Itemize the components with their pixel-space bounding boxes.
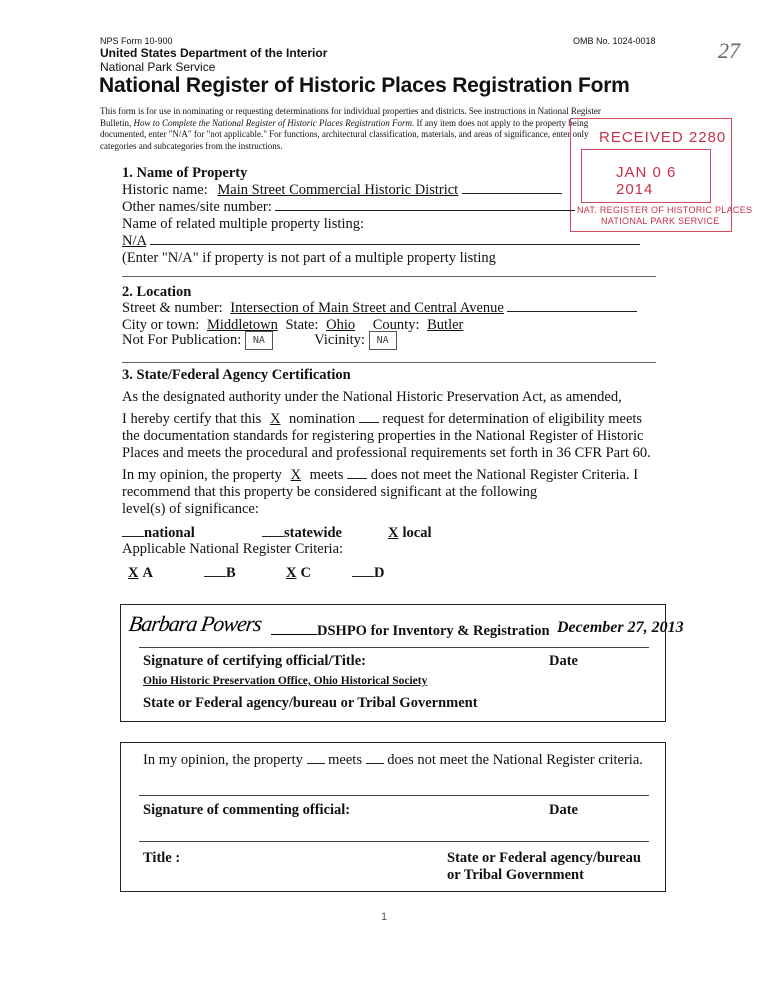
opinion-paragraph	[122, 467, 638, 518]
publication-row	[122, 331, 397, 350]
criterion-b[interactable]	[204, 565, 236, 582]
level-local-label: local	[402, 525, 432, 541]
criterion-a-label: A	[142, 565, 153, 581]
commenting-meets-checkbox[interactable]	[307, 763, 325, 764]
criterion-a-checkbox[interactable]: X	[128, 565, 139, 581]
other-names-label: Other names/site number:	[122, 199, 272, 215]
intro-line-2-italic: How to Complete the National Register of Historic Places Registration Form.	[133, 117, 415, 128]
criterion-a[interactable]	[122, 565, 153, 582]
request-checkbox[interactable]	[359, 422, 379, 423]
related-listing-value[interactable]: N/A	[122, 233, 147, 249]
criterion-c-label: C	[300, 565, 311, 581]
meets-checkbox[interactable]: X	[290, 467, 301, 483]
certify-text-a: I hereby certify that this	[122, 411, 262, 427]
nomination-label: nomination	[289, 411, 356, 427]
not-for-publication-label: Not For Publication:	[122, 331, 242, 348]
section-3-heading: 3. State/Federal Agency Certification	[122, 367, 351, 383]
county-label: County:	[372, 317, 420, 333]
level-statewide[interactable]	[262, 525, 342, 542]
opinion-text-a: In my opinion, the property	[122, 467, 282, 483]
historic-name-blank	[462, 193, 562, 194]
level-local[interactable]	[384, 525, 431, 542]
city-label: City or town:	[122, 317, 200, 333]
opinion-line-1	[122, 467, 638, 484]
commenting-meets-label: meets	[328, 752, 362, 768]
commenting-signature-line[interactable]	[139, 795, 649, 796]
stamp-received-text: RECEIVED 2280	[599, 129, 727, 146]
certify-line-2: the documentation standards for registering properties in the National Register of Historic	[122, 428, 644, 444]
commenting-date-label: Date	[549, 802, 578, 818]
historic-name-label: Historic name:	[122, 182, 208, 198]
page-number: 1	[381, 911, 388, 923]
criterion-d-label: D	[374, 565, 385, 581]
intro-line-3: documented, enter "N/A" for "not applicable." For functions, architectural classification, materials, and areas of significance, enter only	[100, 129, 589, 139]
opinion-line-3: level(s) of significance:	[122, 501, 259, 517]
certify-line-3: Places and meets the procedural and professional requirements set forth in 36 CFR Part 60.	[122, 445, 651, 461]
service-name: National Park Service	[100, 60, 216, 74]
certifying-signature[interactable]: Barbara Powers	[127, 611, 263, 636]
section-1-divider	[122, 276, 656, 277]
meets-label: meets	[309, 467, 344, 483]
historic-name-row	[122, 182, 562, 199]
section-2-divider	[122, 362, 656, 363]
commenting-box	[120, 742, 666, 892]
certifying-date-label: Date	[549, 653, 578, 669]
intro-line-2a: Bulletin,	[100, 117, 134, 128]
street-blank	[507, 311, 637, 312]
intro-line-2b: If any item does not apply to the property being	[414, 117, 589, 128]
other-names-row	[122, 199, 575, 216]
section-1-heading: 1. Name of Property	[122, 165, 248, 181]
criteria-label: Applicable National Register Criteria:	[122, 541, 344, 557]
authority-statement: As the designated authority under the National Historic Preservation Act, as amended,	[122, 389, 622, 405]
page-title: National Register of Historic Places Registration Form	[99, 74, 630, 97]
certifying-title: DSHPO for Inventory & Registration	[317, 623, 550, 639]
commenting-title-line[interactable]	[139, 841, 649, 842]
received-stamp	[570, 118, 753, 232]
certify-line-1	[122, 411, 651, 428]
omb-number: OMB No. 1024-0018	[573, 36, 656, 46]
stamp-line-2: NATIONAL PARK SERVICE	[601, 216, 720, 226]
does-not-meet-checkbox[interactable]	[347, 478, 367, 479]
commenting-opinion-text: In my opinion, the property	[143, 752, 303, 768]
commenting-agency-label	[447, 850, 641, 884]
other-names-field[interactable]	[275, 210, 575, 211]
street-label: Street & number:	[122, 300, 223, 316]
commenting-signature-label: Signature of commenting official:	[143, 802, 351, 818]
commenting-title-label: Title :	[143, 850, 181, 866]
certification-box	[120, 604, 684, 722]
commenting-agency-line-2: or Tribal Government	[447, 867, 584, 883]
intro-line-1: This form is for use in nominating or requesting determinations for individual properties and districts. See instructions in National Register	[100, 106, 601, 116]
certifying-signature-label: Signature of certifying official/Title:	[143, 653, 366, 669]
certify-paragraph	[122, 411, 651, 462]
handwritten-page-count: 27	[718, 38, 740, 63]
vicinity-label: Vicinity:	[314, 331, 365, 348]
criterion-c[interactable]	[280, 565, 311, 582]
nomination-checkbox[interactable]: X	[269, 411, 281, 427]
commenting-opinion	[143, 752, 643, 769]
section-2-heading: 2. Location	[122, 284, 192, 300]
stamp-inner-box	[581, 149, 711, 203]
signature-line	[139, 647, 649, 648]
not-for-publication-checkbox[interactable]: NA	[245, 331, 273, 350]
city-value[interactable]: Middletown	[206, 317, 278, 333]
historic-name-value[interactable]: Main Street Commercial Historic District	[217, 182, 459, 198]
certifying-agency-label: State or Federal agency/bureau or Tribal Government	[143, 695, 478, 711]
state-value[interactable]: Ohio	[326, 317, 356, 333]
related-listing-note: (Enter "N/A" if property is not part of a multiple property listing	[122, 250, 496, 266]
street-value[interactable]: Intersection of Main Street and Central Avenue	[230, 300, 504, 316]
related-listing-label: Name of related multiple property listing:	[122, 216, 365, 232]
stamp-line-1: NAT. REGISTER OF HISTORIC PLACES	[577, 205, 753, 215]
commenting-agency-line-1: State or Federal agency/bureau	[447, 850, 641, 866]
form-number: NPS Form 10-900	[100, 36, 173, 46]
level-statewide-checkbox[interactable]	[262, 536, 284, 537]
commenting-does-not-meet-checkbox[interactable]	[366, 763, 384, 764]
criterion-d[interactable]	[352, 565, 384, 582]
opinion-line-2: recommend that this property be considered significant at the following	[122, 484, 538, 500]
criterion-c-checkbox[interactable]: X	[286, 565, 297, 581]
vicinity-checkbox[interactable]: NA	[369, 331, 397, 350]
level-national-label: national	[144, 525, 195, 541]
state-label: State:	[285, 317, 319, 333]
request-label: request for determination of eligibility meets	[382, 411, 643, 427]
level-national[interactable]	[122, 525, 195, 542]
level-local-checkbox[interactable]: X	[388, 525, 399, 541]
related-listing-row	[122, 233, 640, 250]
criterion-b-checkbox[interactable]	[204, 576, 226, 577]
county-value[interactable]: Butler	[427, 317, 464, 333]
stamp-date: JAN 0 6 2014	[616, 164, 677, 198]
commenting-does-not-meet-label: does not meet the National Register criteria.	[387, 752, 643, 768]
level-statewide-label: statewide	[284, 525, 342, 541]
criterion-d-checkbox[interactable]	[352, 576, 374, 577]
intro-line-4: categories and subcategories from the instructions.	[100, 140, 283, 151]
certifying-date-handwritten[interactable]: December 27, 2013	[557, 619, 684, 636]
related-listing-blank	[150, 244, 640, 245]
signature-stroke	[271, 634, 317, 635]
level-national-checkbox[interactable]	[122, 536, 144, 537]
does-not-meet-label: does not meet the National Register Criteria. I	[370, 467, 639, 483]
certifying-office[interactable]: Ohio Historic Preservation Office, Ohio Historical Society	[143, 675, 428, 687]
street-row	[122, 300, 637, 317]
department-name: United States Department of the Interior	[100, 46, 328, 60]
criterion-b-label: B	[226, 565, 236, 581]
